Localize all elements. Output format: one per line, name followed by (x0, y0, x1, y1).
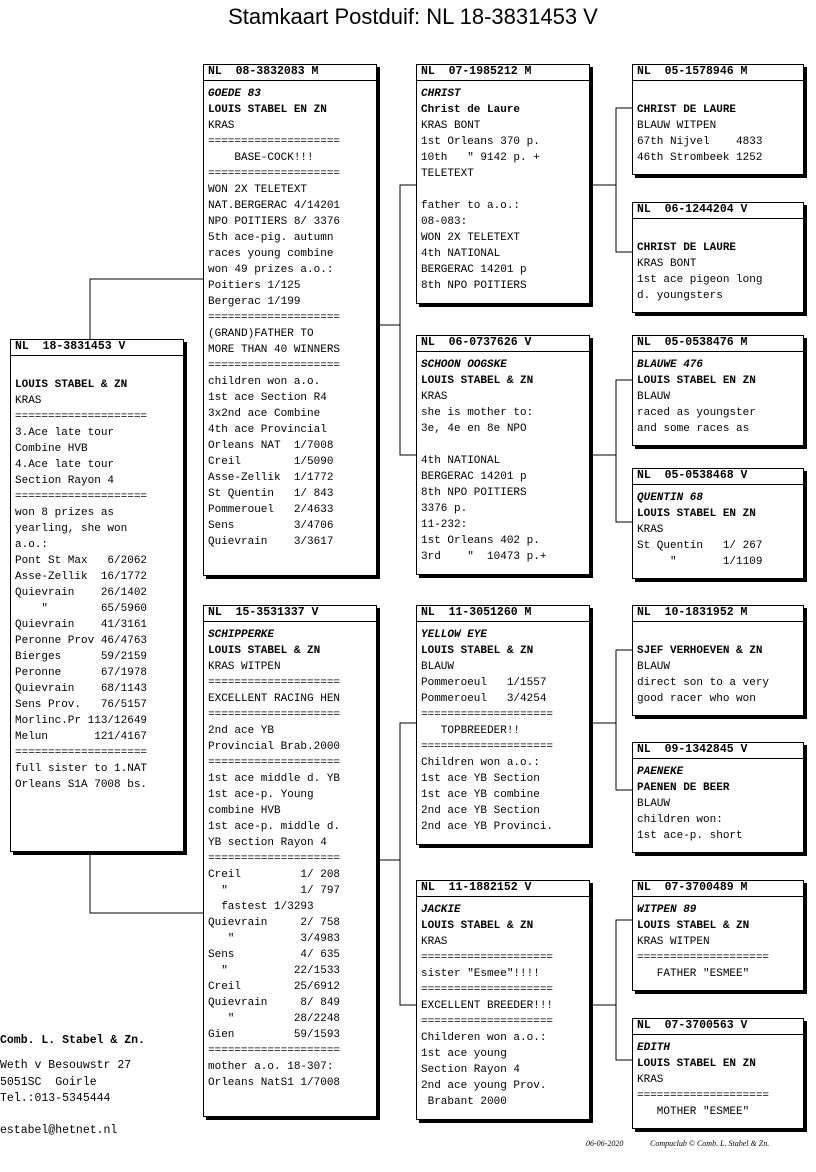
pigeon-name: PAENEKE (637, 766, 684, 778)
card-line: BLAUW (637, 661, 671, 673)
card-line: 1st Orleans 402 p. (421, 535, 540, 547)
pedigree-card-subject (10, 339, 184, 852)
card-line: combine HVB (208, 805, 281, 817)
card-line: 1st ace-p. Young (208, 789, 314, 801)
separator-line: ==================== (208, 360, 341, 372)
card-line: YB section Rayon 4 (208, 837, 327, 849)
card-line: Provincial Brab.2000 (208, 741, 341, 753)
card-line: KRAS (637, 524, 664, 536)
card-line: 46th Strombeek 1252 (637, 152, 763, 164)
card-line (421, 182, 589, 198)
separator-line: ==================== (208, 757, 341, 769)
ring-number: NL 08-3832083 M (204, 65, 376, 81)
card-line: 4.Ace late tour (15, 459, 115, 471)
card-line: 1st ace-p. short (637, 830, 743, 842)
card-line: Orleans NatS1 1/7008 (208, 1077, 341, 1089)
card-line: BLAUW WITPEN (637, 120, 717, 132)
pedigree-card-dam (203, 605, 377, 1117)
card-line: Asse-Zellik 16/1772 (15, 571, 148, 583)
pigeon-name: GOEDE 83 (208, 88, 261, 100)
ring-number: NL 15-3531337 V (204, 606, 376, 622)
ring-number: NL 05-1578946 M (633, 65, 803, 81)
ring-number: NL 06-0737626 V (417, 336, 589, 352)
breeder-name: LOUIS STABEL & ZN (421, 920, 534, 932)
breeder-name: LOUIS STABEL EN ZN (637, 508, 756, 520)
pigeon-name: SCHOON OOGSKE (421, 359, 507, 371)
pigeon-name: CHRIST (421, 88, 461, 100)
pigeon-name: QUENTIN 68 (637, 492, 704, 504)
card-line: Section Rayon 4 (421, 1064, 521, 1076)
breeder-name: LOUIS STABEL & ZN (15, 379, 128, 391)
card-line: a.o.: (15, 539, 49, 551)
breeder-name: LOUIS STABEL & ZN (421, 375, 534, 387)
card-line: Gien 59/1593 (208, 1029, 341, 1041)
card-line: Creil 1/5090 (208, 456, 334, 468)
pedigree-card-sire-sire-dam (632, 202, 804, 313)
ring-number: NL 05-0538476 M (633, 336, 803, 352)
separator-line: ==================== (208, 312, 341, 324)
card-line: fastest 1/3293 (208, 901, 314, 913)
card-line: she is mother to: (421, 407, 534, 419)
pigeon-name: SCHIPPERKE (208, 629, 275, 641)
card-body (633, 622, 803, 707)
pedigree-card-dam-dam (416, 880, 590, 1120)
card-line: mother a.o. 18-307: (208, 1061, 334, 1073)
pedigree-card-dam-sire (416, 605, 590, 845)
owner-city: 5051SC Goirle (0, 1076, 97, 1089)
separator-line: ==================== (421, 741, 554, 753)
card-line (15, 361, 183, 377)
card-line: Pommeroeul 1/1557 (421, 677, 547, 689)
card-line: full sister to 1.NAT (15, 763, 148, 775)
ring-number: NL 11-1882152 V (417, 881, 589, 897)
pigeon-name: EDITH (637, 1042, 671, 1054)
breeder-name: CHRIST DE LAURE (637, 242, 737, 254)
owner-phone: Tel.:013-5345444 (0, 1092, 111, 1105)
card-line: KRAS BONT (421, 120, 481, 132)
breeder-name: LOUIS STABEL EN ZN (208, 104, 327, 116)
card-line: Creil 1/ 208 (208, 869, 341, 881)
card-line: KRAS (421, 391, 448, 403)
card-line: 1st Orleans 370 p. (421, 136, 540, 148)
card-line: Section Rayon 4 (15, 475, 115, 487)
card-line: KRAS BONT (637, 258, 697, 270)
card-line: KRAS (15, 395, 42, 407)
card-line: 1st ace Section R4 (208, 392, 327, 404)
card-line: won 8 prizes as (15, 507, 115, 519)
card-line: 3.Ace late tour (15, 427, 115, 439)
card-line: Quievrain 3/3617 (208, 536, 334, 548)
separator-line: ==================== (15, 411, 148, 423)
card-line: 3e, 4e en 8e NPO (421, 423, 527, 435)
separator-line: ==================== (421, 1016, 554, 1028)
card-line: Morlinc.Pr 113/12649 (15, 715, 148, 727)
card-body (633, 219, 803, 304)
card-line: won 49 prizes a.o.: (208, 264, 334, 276)
card-line: Children won a.o.: (421, 757, 540, 769)
card-line: KRAS WITPEN (637, 936, 710, 948)
card-line: Quievrain 8/ 849 (208, 997, 341, 1009)
separator-line: ==================== (208, 1045, 341, 1057)
card-line: Asse-Zellik 1/1772 (208, 472, 334, 484)
card-line: 10th " 9142 p. + (421, 152, 540, 164)
card-body (633, 81, 803, 166)
card-line: " 3/4983 (208, 933, 341, 945)
card-line: Combine HVB (15, 443, 88, 455)
card-line (637, 86, 803, 102)
card-line: 2nd ace YB (208, 725, 275, 737)
pedigree-card-sire-dam (416, 335, 590, 575)
card-line: EXCELLENT RACING HEN (208, 693, 341, 705)
card-line: Brabant 2000 (421, 1096, 507, 1108)
card-body (633, 759, 803, 844)
card-line: yearling, she won (15, 523, 128, 535)
breeder-name: LOUIS STABEL & ZN (421, 645, 534, 657)
card-line: KRAS (637, 1074, 664, 1086)
card-line: NAT.BERGERAC 4/14201 (208, 200, 341, 212)
card-line: " 22/1533 (208, 965, 341, 977)
card-line: 5th ace-pig. autumn (208, 232, 334, 244)
breeder-name: Christ de Laure (421, 104, 521, 116)
separator-line: ==================== (15, 747, 148, 759)
pedigree-card-dam-sire-sire (632, 605, 804, 716)
footer-date: 06-06-2020 (586, 1139, 624, 1148)
card-line: 08-083: (421, 216, 468, 228)
card-line: Orleans S1A 7008 bs. (15, 779, 148, 791)
card-line: 2nd ace YB Provinci. (421, 821, 554, 833)
card-line: BLAUW (637, 798, 671, 810)
breeder-name: CHRIST DE LAURE (637, 104, 737, 116)
pedigree-card-dam-sire-dam (632, 742, 804, 853)
card-line: BLAUW (637, 391, 671, 403)
card-line: Sens 4/ 635 (208, 949, 341, 961)
separator-line: ==================== (15, 491, 148, 503)
card-line: Quievrain 41/3161 (15, 619, 148, 631)
separator-line: ==================== (421, 952, 554, 964)
card-line: 1st ace young (421, 1048, 507, 1060)
ring-number: NL 07-3700489 M (633, 881, 803, 897)
pigeon-name: WITPEN 89 (637, 904, 697, 916)
separator-line: ==================== (208, 136, 341, 148)
owner-address: Weth v Besouwstr 27 (0, 1059, 132, 1072)
card-line: Quievrain 2/ 758 (208, 917, 341, 929)
card-line: sister "Esmee"!!!! (421, 968, 540, 980)
card-body (417, 81, 589, 294)
card-line: TOPBREEDER!! (421, 725, 521, 737)
card-body (417, 352, 589, 565)
card-body (633, 485, 803, 570)
pigeon-name: YELLOW EYE (421, 629, 488, 641)
page-title: Stamkaart Postduif: NL 18-3831453 V (228, 4, 598, 29)
card-body (11, 356, 183, 793)
card-line: " 28/2248 (208, 1013, 341, 1025)
card-line: Orleans NAT 1/7008 (208, 440, 334, 452)
card-line: and some races as (637, 423, 750, 435)
owner-email: estabel@hetnet.nl (0, 1124, 118, 1137)
card-line: 4th NATIONAL (421, 455, 501, 467)
card-line: 2nd ace YB Section (421, 805, 540, 817)
card-line: 1st ace YB combine (421, 789, 540, 801)
ring-number: NL 07-1985212 M (417, 65, 589, 81)
card-line: Quievrain 26/1402 (15, 587, 148, 599)
card-line: Pommeroeul 3/4254 (421, 693, 547, 705)
card-line: d. youngsters (637, 290, 723, 302)
ring-number: NL 18-3831453 V (11, 340, 183, 356)
card-line: Peronne 67/1978 (15, 667, 148, 679)
card-body (417, 897, 589, 1110)
card-line: KRAS (208, 120, 235, 132)
card-line: Sens Prov. 76/5157 (15, 699, 148, 711)
breeder-name: LOUIS STABEL & ZN (208, 645, 321, 657)
card-line: " 1/ 797 (208, 885, 341, 897)
card-line: Pont St Max 6/2062 (15, 555, 148, 567)
card-line: NPO POITIERS 8/ 3376 (208, 216, 341, 228)
card-line: good racer who won (637, 693, 756, 705)
card-line: 3rd " 10473 p.+ (421, 551, 547, 563)
separator-line: ==================== (637, 1090, 770, 1102)
ring-number: NL 07-3700563 V (633, 1019, 803, 1035)
card-line: Melun 121/4167 (15, 731, 148, 743)
card-line: BERGERAC 14201 p (421, 471, 527, 483)
card-line: Poitiers 1/125 (208, 280, 301, 292)
ring-number: NL 11-3051260 M (417, 606, 589, 622)
card-line: 3x2nd ace Combine (208, 408, 321, 420)
card-line: 11-232: (421, 519, 468, 531)
card-body (417, 622, 589, 835)
card-body (204, 622, 376, 1091)
pigeon-name: BLAUWE 476 (637, 359, 704, 371)
pedigree-card-sire-dam-sire (632, 335, 804, 446)
card-line: Bergerac 1/199 (208, 296, 301, 308)
separator-line: ==================== (421, 709, 554, 721)
breeder-name: LOUIS STABEL EN ZN (637, 1058, 756, 1070)
card-line: 8th NPO POITIERS (421, 487, 527, 499)
card-line: BASE-COCK!!! (208, 152, 314, 164)
separator-line: ==================== (208, 677, 341, 689)
footer-credit: Compuclub © Comb. L. Stabel & Zn. (650, 1139, 770, 1148)
pedigree-card-dam-dam-sire (632, 880, 804, 991)
card-line: FATHER "ESMEE" (637, 968, 750, 980)
card-line (637, 627, 803, 643)
breeder-name: LOUIS STABEL & ZN (637, 920, 750, 932)
card-line: Creil 25/6912 (208, 981, 341, 993)
pedigree-card-sire-dam-dam (632, 468, 804, 579)
card-line: races young combine (208, 248, 334, 260)
card-line: 1st ace YB Section (421, 773, 540, 785)
card-line: Sens 3/4706 (208, 520, 334, 532)
card-line: 1st ace pigeon long (637, 274, 763, 286)
card-line: 2nd ace young Prov. (421, 1080, 547, 1092)
card-line: Bierges 59/2159 (15, 651, 148, 663)
ring-number: NL 09-1342845 V (633, 743, 803, 759)
card-line: KRAS WITPEN (208, 661, 281, 673)
card-line: 4th NATIONAL (421, 248, 501, 260)
separator-line: ==================== (208, 853, 341, 865)
card-line (421, 437, 589, 453)
breeder-name: LOUIS STABEL EN ZN (637, 375, 756, 387)
card-line (637, 224, 803, 240)
card-line: 1st ace middle d. YB (208, 773, 341, 785)
card-line: MORE THAN 40 WINNERS (208, 344, 341, 356)
card-line: BLAUW (421, 661, 455, 673)
card-line: BERGERAC 14201 p (421, 264, 527, 276)
card-line: Pommerouel 2/4633 (208, 504, 334, 516)
pedigree-card-dam-dam-dam (632, 1018, 804, 1129)
breeder-name: SJEF VERHOEVEN & ZN (637, 645, 763, 657)
card-line: 8th NPO POITIERS (421, 280, 527, 292)
card-body (633, 897, 803, 982)
separator-line: ==================== (208, 168, 341, 180)
card-line: WON 2X TELETEXT (208, 184, 308, 196)
separator-line: ==================== (421, 984, 554, 996)
card-line: " 1/1109 (637, 556, 763, 568)
card-line: children won: (637, 814, 723, 826)
card-line: father to a.o.: (421, 200, 521, 212)
card-line: 1st ace-p. middle d. (208, 821, 341, 833)
card-line: direct son to a very (637, 677, 770, 689)
card-body (204, 81, 376, 550)
card-line: raced as youngster (637, 407, 756, 419)
card-body (633, 1035, 803, 1120)
owner-name: Comb. L. Stabel & Zn. (0, 1034, 145, 1047)
card-line: KRAS (421, 936, 448, 948)
pigeon-name: JACKIE (421, 904, 461, 916)
pedigree-card-sire-sire (416, 64, 590, 304)
pedigree-card-sire-sire-sire (632, 64, 804, 175)
card-line: WON 2X TELETEXT (421, 232, 521, 244)
separator-line: ==================== (637, 952, 770, 964)
card-line: 67th Nijvel 4833 (637, 136, 763, 148)
card-line: Quievrain 68/1143 (15, 683, 148, 695)
card-line: TELETEXT (421, 168, 474, 180)
card-line: " 65/5960 (15, 603, 148, 615)
card-line: Childeren won a.o.: (421, 1032, 547, 1044)
card-line: 3376 p. (421, 503, 468, 515)
ring-number: NL 10-1831952 M (633, 606, 803, 622)
card-line: Peronne Prov 46/4763 (15, 635, 148, 647)
card-line: EXCELLENT BREEDER!!! (421, 1000, 554, 1012)
card-line: children won a.o. (208, 376, 321, 388)
ring-number: NL 06-1244204 V (633, 203, 803, 219)
card-line: St Quentin 1/ 843 (208, 488, 334, 500)
card-line: (GRAND)FATHER TO (208, 328, 314, 340)
pedigree-card-sire (203, 64, 377, 576)
card-line: St Quentin 1/ 267 (637, 540, 763, 552)
card-line: MOTHER "ESMEE" (637, 1106, 750, 1118)
ring-number: NL 05-0538468 V (633, 469, 803, 485)
card-body (633, 352, 803, 437)
separator-line: ==================== (208, 709, 341, 721)
card-line: 4th ace Provincial (208, 424, 327, 436)
breeder-name: PAENEN DE BEER (637, 782, 730, 794)
